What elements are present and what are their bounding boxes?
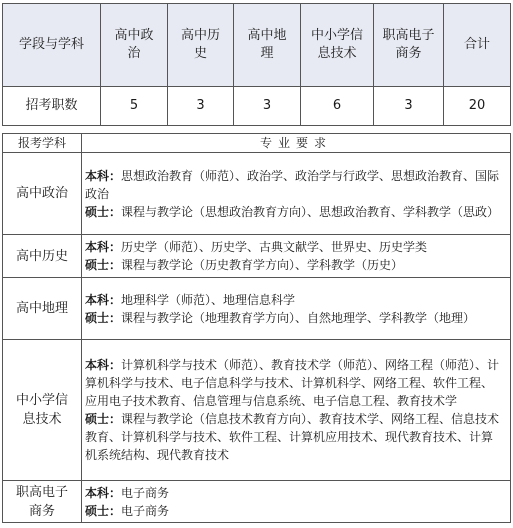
header-requirement: 专业要求	[82, 134, 511, 153]
undergrad-label: 本科：	[85, 485, 122, 500]
undergrad-majors: 思想政治教育（师范）、政治学、政治学与行政学、思想政治教育、国际政治	[85, 168, 500, 201]
requirement-row	[3, 278, 511, 340]
requirement-detail	[82, 340, 511, 481]
major-requirement-table	[2, 133, 511, 523]
requirement-detail	[82, 235, 511, 278]
header-subject: 报考学科	[3, 134, 82, 153]
master-label: 硕士：	[85, 412, 122, 426]
subject-cell: 高中历史	[3, 235, 82, 278]
summary-count-row	[3, 87, 511, 126]
master-majors: 课程与教学论（历史教育学方向）、学科教学（历史）	[121, 258, 404, 272]
summary-count-geography: 3	[234, 87, 301, 126]
summary-col-geography: 高中地理	[234, 4, 301, 87]
master-label: 硕士：	[85, 204, 122, 219]
subject-cell: 高中政治	[3, 153, 82, 235]
requirement-row	[3, 340, 511, 481]
summary-col-total: 合计	[444, 4, 511, 87]
summary-col-ecommerce: 职高电子商务	[374, 4, 444, 87]
summary-col-politics: 高中政治	[101, 4, 168, 87]
master-label: 硕士：	[85, 310, 122, 325]
summary-row-label: 招考职数	[3, 87, 101, 126]
summary-count-total: 20	[444, 87, 511, 126]
requirement-detail	[82, 153, 511, 235]
master-label: 硕士：	[85, 258, 122, 272]
undergrad-label: 本科：	[85, 168, 122, 183]
master-majors: 电子商务	[121, 503, 170, 518]
undergrad-majors: 计算机科学与技术（师范）、教育技术学（师范）、网络工程（师范）、计算机科学与技术、电子信息科学与技术、计算机科学、网络工程、软件工程、应用电子技术教育、信息管理与信息系统、电子信息工程、教育技术学	[85, 358, 500, 408]
requirement-row	[3, 153, 511, 235]
subject-cell: 中小学信息技术	[3, 340, 82, 481]
master-majors: 课程与教学论（信息技术教育方向）、教育技术学、网络工程、信息技术教育、计算机科学与技术、软件工程、计算机应用技术、现代教育技术、计算机系统结构、现代教育技术	[85, 412, 500, 462]
master-majors: 课程与教学论（思想政治教育方向）、思想政治教育、学科教学（思政）	[121, 204, 500, 219]
summary-count-it: 6	[301, 87, 374, 126]
summary-count-ecommerce: 3	[374, 87, 444, 126]
summary-col-it: 中小学信息技术	[301, 4, 374, 87]
summary-count-politics: 5	[101, 87, 168, 126]
summary-corner-cell: 学段与学科	[3, 4, 101, 87]
subject-cell: 高中地理	[3, 278, 82, 340]
requirement-detail	[82, 481, 511, 523]
undergrad-majors: 历史学（师范）、历史学、古典文献学、世界史、历史学类	[121, 240, 428, 254]
requirement-detail	[82, 278, 511, 340]
master-majors: 课程与教学论（地理教育学方向）、自然地理学、学科教学（地理）	[121, 310, 476, 325]
undergrad-label: 本科：	[85, 358, 122, 372]
undergrad-label: 本科：	[85, 240, 122, 254]
summary-count-history: 3	[168, 87, 234, 126]
summary-header-row	[3, 4, 511, 87]
undergrad-majors: 电子商务	[121, 485, 170, 500]
requirement-header-row	[3, 134, 511, 153]
requirement-row	[3, 481, 511, 523]
summary-col-history: 高中历史	[168, 4, 234, 87]
undergrad-majors: 地理科学（师范）、地理信息科学	[121, 292, 296, 307]
master-label: 硕士：	[85, 503, 122, 518]
subject-cell: 职高电子商务	[3, 481, 82, 523]
recruitment-count-table	[2, 3, 511, 126]
requirement-row	[3, 235, 511, 278]
undergrad-label: 本科：	[85, 292, 122, 307]
